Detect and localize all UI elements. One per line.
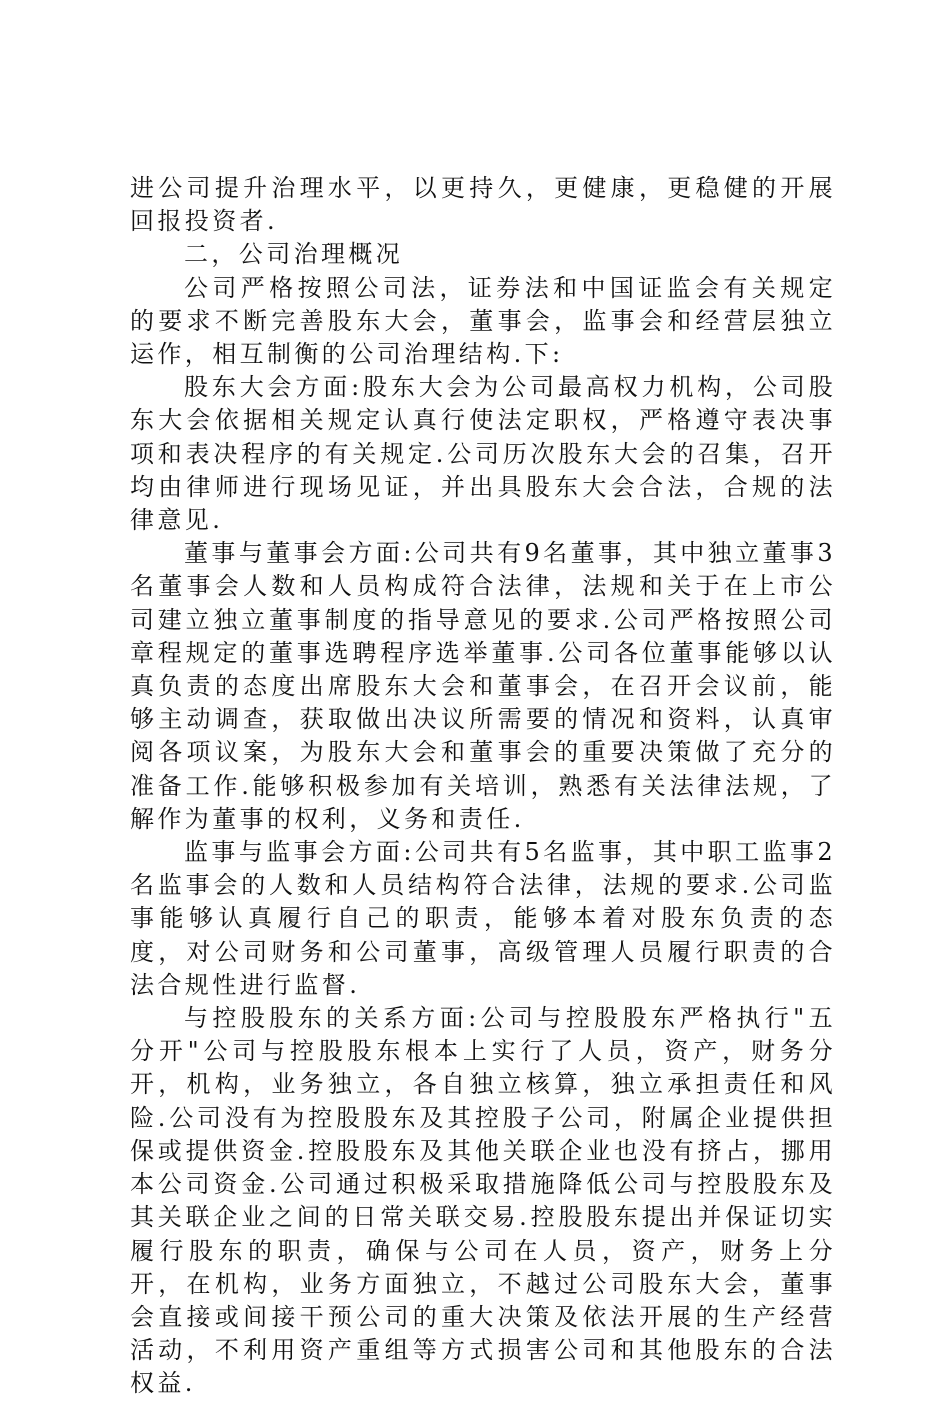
- paragraph-supervisory-board: 监事与监事会方面:公司共有5名监事，其中职工监事2名监事会的人数和人员结构符合法律，法规的要求.公司监事能够认真履行自己的职责，能够本着对股东负责的态度，对公司财务和公司董事，高级管理人员履行职责的合法合规性进行监督.: [130, 838, 836, 999]
- paragraph-shareholders-meeting: 股东大会方面:股东大会为公司最高权力机构，公司股东大会依据相关规定认真行使法定职权，严格遵守表决事项和表决程序的有关规定.公司历次股东大会的召集，召开均由律师进行现场见证，并出具股东大会合法，合规的法律意见.: [130, 373, 836, 535]
- section-heading: 二，公司治理概况: [184, 240, 404, 269]
- document-body: [130, 172, 836, 1401]
- paragraph-board-of-directors: 董事与董事会方面:公司共有9名董事，其中独立董事3名董事会人数和人员构成符合法律，法规和关于在上市公司建立独立董事制度的指导意见的要求.公司严格按照公司章程规定的董事选聘程序选举董事.公司各位董事能够以认真负责的态度出席股东大会和董事会，在召开会议前，能够主动调查，获取做出决议所需要的情况和资料，认真审阅各项议案，为股东大会和董事会的重要决策做了充分的准备工作.能够积极参加有关培训，熟悉有关法律法规，了解作为董事的权利，义务和责任.: [130, 539, 836, 833]
- paragraph-controlling-shareholder: 与控股股东的关系方面:公司与控股股东严格执行"五分开"公司与控股股东根本上实行了人员，资产，财务分开，机构，业务独立，各自独立核算，独立承担责任和风险.公司没有为控股股东及其控股子公司，附属企业提供担保或提供资金.控股股东及其他关联企业也没有挤占，挪用本公司资金.公司通过积极采取措施降低公司与控股股东及其关联企业之间的日常关联交易.控股股东提出并保证切实履行股东的职责，确保与公司在人员，资产，财务上分开，在机构，业务方面独立，不越过公司股东大会，董事会直接或间接干预公司的重大决策及依法开展的生产经营活动，不利用资产重组等方式损害公司和其他股东的合法权益.: [130, 1004, 836, 1398]
- paragraph-continuation: 进公司提升治理水平，以更持久，更健康，更稳健的开展回报投资者.: [130, 174, 836, 236]
- paragraph-governance-intro: 公司严格按照公司法，证券法和中国证监会有关规定的要求不断完善股东大会，董事会，监事会和经营层独立运作，相互制衡的公司治理结构.下:: [130, 273, 836, 369]
